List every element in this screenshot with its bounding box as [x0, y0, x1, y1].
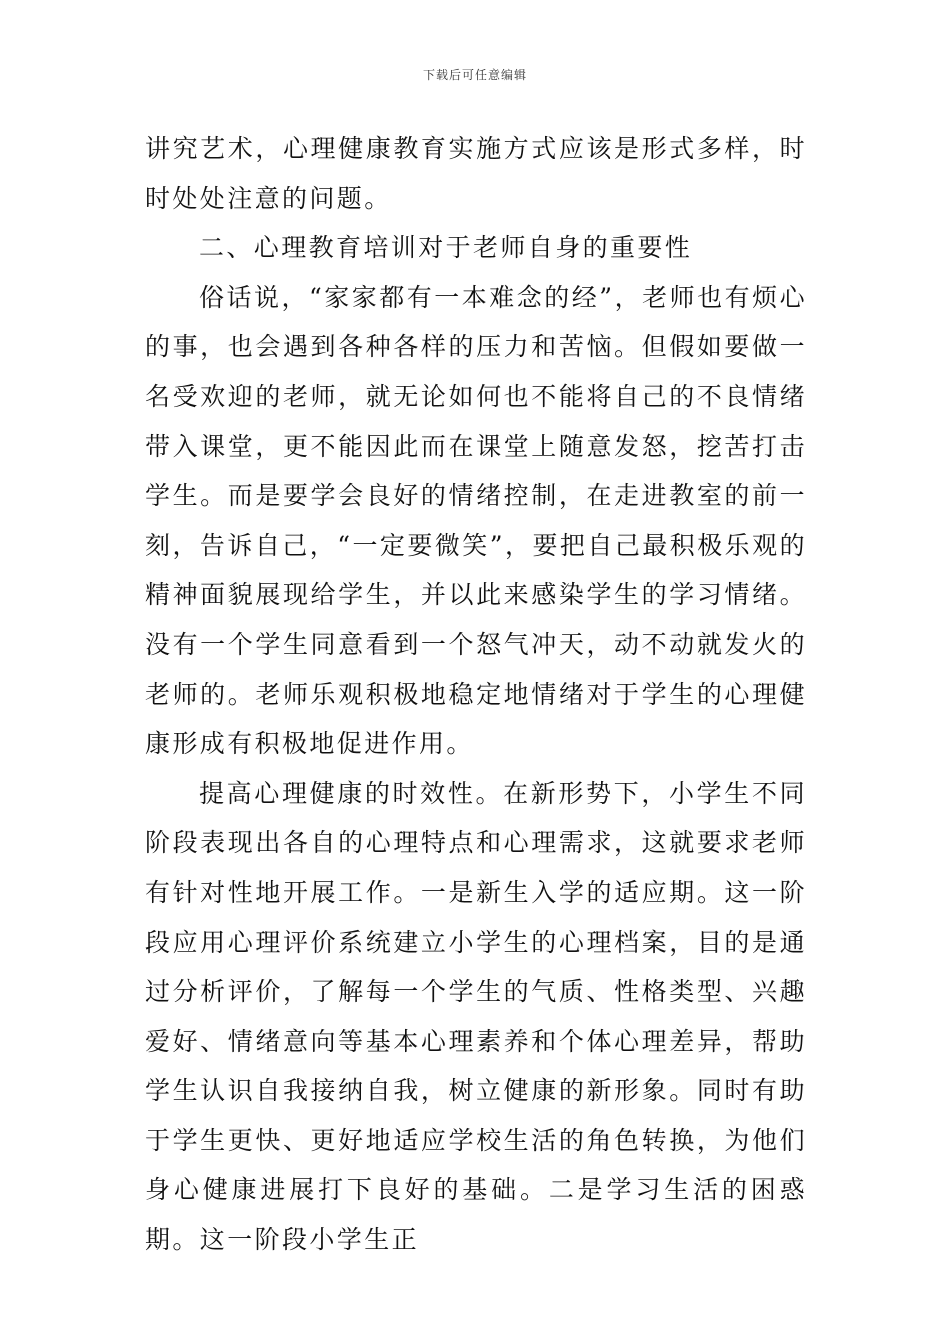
document-body — [145, 124, 807, 1265]
page-header: 下载后可任意编辑 — [422, 68, 527, 82]
paragraph-1: 讲究艺术，心理健康教育实施方式应该是形式多样，时时处处注意的问题。 — [145, 134, 807, 213]
paragraph-3: 提高心理健康的时效性。在新形势下，小学生不同阶段表现出各自的心理特点和心理需求，这就要求老师有针对性地开展工作。一是新生入学的适应期。这一阶段应用心理评价系统建立小学生的心理档案，目的是通过分析评价，了解每一个学生的气质、性格类型、兴趣爱好、情绪意向等基本心理素养和个体心理差异，帮助学生认识自我接纳自我，树立健康的新形象。同时有助于学生更快、更好地适应学校生活的角色转换，为他们身心健康进展打下良好的基础。二是学习生活的困惑期。这一阶段小学生正 — [145, 778, 807, 1255]
paragraph-2: 俗话说，“家家都有一本难念的经”，老师也有烦心的事，也会遇到各种各样的压力和苦恼。但假如要做一名受欢迎的老师，就无论如何也不能将自己的不良情绪带入课堂，更不能因此而在课堂上随意发怒，挖苦打击学生。而是要学会良好的情绪控制，在走进教室的前一刻，告诉自己，“一定要微笑”，要把自己最积极乐观的精神面貌展现给学生，并以此来感染学生的学习情绪。没有一个学生同意看到一个怒气冲天，动不动就发火的老师的。老师乐观积极地稳定地情绪对于学生的心理健康形成有积极地促进作用。 — [145, 282, 807, 759]
section-heading: 二、心理教育培训对于老师自身的重要性 — [199, 233, 693, 263]
